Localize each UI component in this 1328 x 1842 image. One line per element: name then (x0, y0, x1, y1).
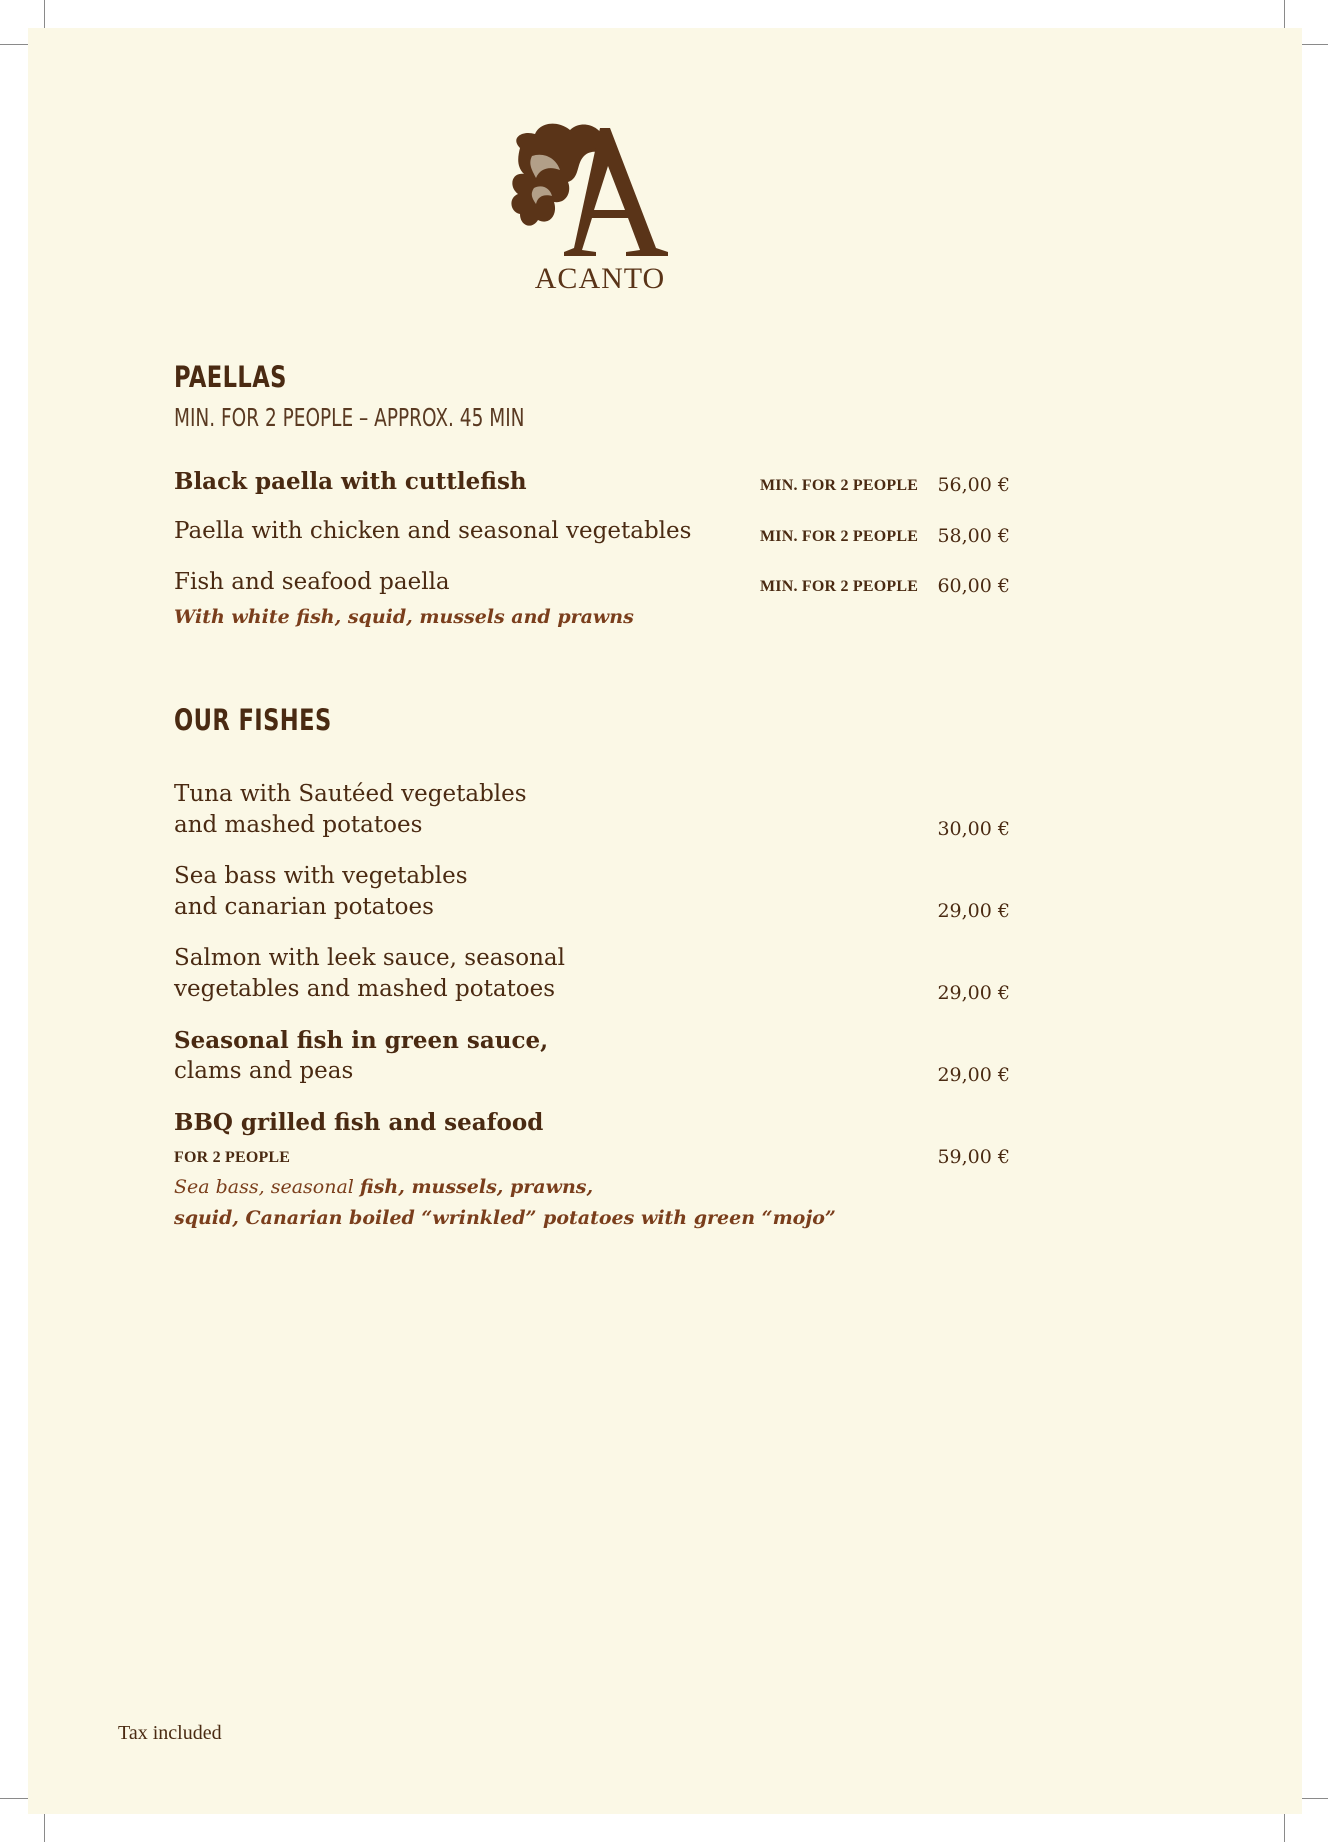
menu-item-name (174, 1025, 548, 1087)
crop-mark (0, 44, 28, 45)
menu-item-name (174, 779, 527, 841)
crop-mark (0, 1798, 28, 1799)
menu-item-price: 30,00 € (937, 818, 1010, 840)
menu-item-price: 58,00 € (937, 525, 1010, 547)
tax-note: Tax included (118, 1722, 222, 1744)
menu-item-line: Seasonal fish in green sauce, (174, 1027, 549, 1054)
menu-item-line: Sea bass with vegetables (174, 863, 468, 889)
menu-item-name (174, 943, 565, 1005)
crop-mark (1300, 44, 1328, 45)
menu-item-description: With white fish, squid, mussels and prawns (174, 606, 634, 628)
menu-item-line: and canarian potatoes (174, 894, 434, 920)
menu-item-name: BBQ grilled fish and seafood (174, 1109, 544, 1136)
menu-item-line: clams and peas (174, 1058, 354, 1084)
crop-mark (44, 0, 45, 28)
menu-item-price: 60,00 € (937, 575, 1010, 597)
menu-item-name (174, 861, 468, 923)
menu-item-line: vegetables and mashed potatoes (174, 976, 556, 1002)
section-title-paellas: PAELLAS (174, 360, 287, 394)
crop-mark (1300, 1798, 1328, 1799)
menu-item-line: Tuna with Sautéed vegetables (174, 781, 527, 807)
min-people-tag: MIN. FOR 2 PEOPLE (760, 578, 919, 595)
menu-item-line: and mashed potatoes (174, 812, 423, 838)
menu-item-price: 56,00 € (937, 474, 1010, 496)
menu-item-name: Fish and seafood paella (174, 569, 450, 595)
crop-mark (1284, 0, 1285, 28)
min-people-tag: MIN. FOR 2 PEOPLE (760, 528, 919, 545)
section-subtitle-paellas: MIN. FOR 2 PEOPLE – APPROX. 45 MIN (174, 403, 525, 432)
description-text: Sea bass, seasonal (174, 1176, 360, 1198)
crop-mark (1284, 1814, 1285, 1842)
menu-item-price: 29,00 € (937, 982, 1010, 1004)
menu-item-line: Salmon with leek sauce, seasonal (174, 945, 565, 971)
brand-name: ACANTO (534, 262, 666, 295)
min-people-tag: MIN. FOR 2 PEOPLE (760, 477, 919, 494)
crop-mark (44, 1814, 45, 1842)
menu-item-price: 59,00 € (937, 1146, 1010, 1168)
menu-item-name: Paella with chicken and seasonal vegetables (174, 518, 692, 544)
menu-item-price: 29,00 € (937, 1064, 1010, 1086)
menu-item-description (174, 1172, 593, 1202)
description-text: fish, mussels, prawns, (359, 1176, 594, 1198)
menu-item-name: Black paella with cuttlefish (174, 468, 527, 495)
menu-item-description: squid, Canarian boiled “wrinkled” potatoes with green “mojo” (174, 1207, 836, 1229)
for-people-tag: FOR 2 PEOPLE (174, 1149, 291, 1166)
menu-item-price: 29,00 € (937, 900, 1010, 922)
section-title-fishes: OUR FISHES (174, 703, 332, 737)
